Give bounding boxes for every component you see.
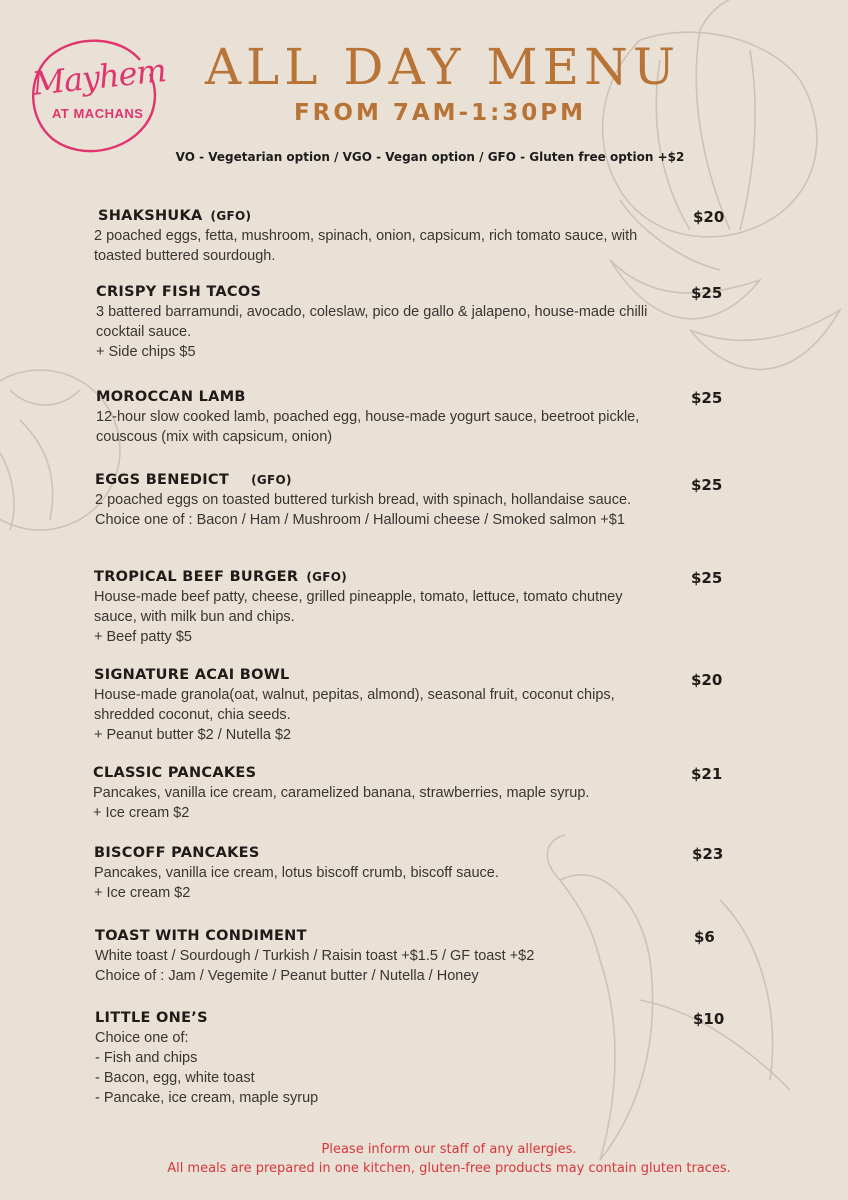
item-price: $25: [691, 476, 723, 494]
item-description: Choice one of:: [95, 1030, 189, 1046]
item-tag: (GFO): [210, 209, 252, 223]
item-extra: - Bacon, egg, white toast: [95, 1070, 255, 1086]
item-price: $25: [691, 569, 723, 587]
item-description: 2 poached eggs on toasted buttered turkish bread, with spinach, hollandaise sauce.: [95, 492, 632, 508]
item-extra: + Beef patty $5: [94, 629, 192, 645]
item-name: LITTLE ONE’S: [95, 1010, 208, 1026]
logo-subtext: AT MACHANS: [52, 106, 144, 121]
item-description: Pancakes, vanilla ice cream, lotus biscoff crumb, biscoff sauce.: [94, 865, 499, 881]
item-description: White toast / Sourdough / Turkish / Raisin toast +$1.5 / GF toast +$2: [95, 948, 535, 964]
item-price: $21: [691, 765, 723, 783]
item-name: SHAKSHUKA: [98, 208, 203, 224]
item-name: EGGS BENEDICT: [95, 472, 230, 488]
item-extra: - Pancake, ice cream, maple syrup: [95, 1090, 319, 1106]
menu-item-classic-pancakes: [93, 765, 733, 823]
item-extra: - Fish and chips: [95, 1050, 198, 1066]
item-name: CRISPY FISH TACOS: [96, 284, 262, 300]
item-name: TOAST WITH CONDIMENT: [95, 928, 307, 944]
menu-item-crispy-fish-tacos: [96, 284, 736, 362]
item-tag: (GFO): [251, 473, 292, 487]
item-name: MOROCCAN LAMB: [96, 389, 246, 405]
item-extra: + Side chips $5: [96, 344, 196, 360]
item-extra: + Peanut butter $2 / Nutella $2: [94, 727, 292, 743]
item-name: SIGNATURE ACAI BOWL: [94, 667, 290, 683]
brand-logo: [22, 30, 168, 156]
menu-item-toast-with-condiment: [95, 928, 735, 986]
item-price: $25: [691, 284, 723, 302]
item-name: CLASSIC PANCAKES: [93, 765, 257, 781]
item-extra: Choice one of : Bacon / Ham / Mushroom / Halloumi cheese / Smoked salmon +$1: [95, 512, 625, 528]
item-price: $25: [691, 389, 723, 407]
allergy-notice: [60, 1140, 838, 1178]
item-extra: + Ice cream $2: [93, 805, 190, 821]
menu-item-moroccan-lamb: [96, 389, 736, 447]
page-title: ALL DAY MENU: [204, 38, 681, 96]
service-hours: FROM 7AM-1:30PM: [293, 100, 587, 126]
menu-item-tropical-beef-burger: [94, 569, 734, 647]
logo-script-text: Mayhem: [30, 51, 168, 103]
item-tag: (GFO): [306, 570, 348, 584]
item-price: $23: [692, 845, 724, 863]
item-extra: + Ice cream $2: [94, 885, 191, 901]
menu-item-biscoff-pancakes: [94, 845, 734, 903]
menu-item-signature-acai-bowl: [94, 667, 734, 745]
allergy-notice-line-1: Please inform our staff of any allergies.: [321, 1142, 577, 1157]
item-price: $6: [694, 928, 715, 946]
menu-item-little-ones: [95, 1010, 735, 1108]
menu-item-shakshuka: [94, 208, 738, 266]
item-description: House-made beef patty, cheese, grilled pineapple, tomato, lettuce, tomato chutney sauce, with milk bun and chips.: [94, 589, 623, 625]
dietary-legend: VO - Vegetarian option / VGO - Vegan option / GFO - Gluten free option +$2: [175, 150, 685, 164]
item-description: 2 poached eggs, fetta, mushroom, spinach, onion, capsicum, rich tomato sauce, with toasted buttered sourdough.: [94, 228, 638, 264]
item-extra: Choice of : Jam / Vegemite / Peanut butter / Nutella / Honey: [95, 968, 479, 984]
item-description: House-made granola(oat, walnut, pepitas, almond), seasonal fruit, coconut chips, shredded coconut, chia seeds.: [94, 687, 615, 723]
allergy-notice-line-2: All meals are prepared in one kitchen, gluten-free products may contain gluten traces.: [167, 1161, 731, 1176]
item-price: $20: [691, 671, 723, 689]
item-name: BISCOFF PANCAKES: [94, 845, 260, 861]
item-description: 3 battered barramundi, avocado, coleslaw, pico de gallo & jalapeno, house-made chilli cocktail sauce.: [96, 304, 648, 340]
menu-item-eggs-benedict: [95, 472, 735, 530]
item-name: TROPICAL BEEF BURGER: [94, 569, 299, 585]
item-price: $20: [693, 208, 725, 226]
item-description: Pancakes, vanilla ice cream, caramelized banana, strawberries, maple syrup.: [93, 785, 590, 801]
item-price: $10: [693, 1010, 725, 1028]
item-description: 12-hour slow cooked lamb, poached egg, house-made yogurt sauce, beetroot pickle, couscous (mix with capsicum, onion): [96, 409, 640, 445]
